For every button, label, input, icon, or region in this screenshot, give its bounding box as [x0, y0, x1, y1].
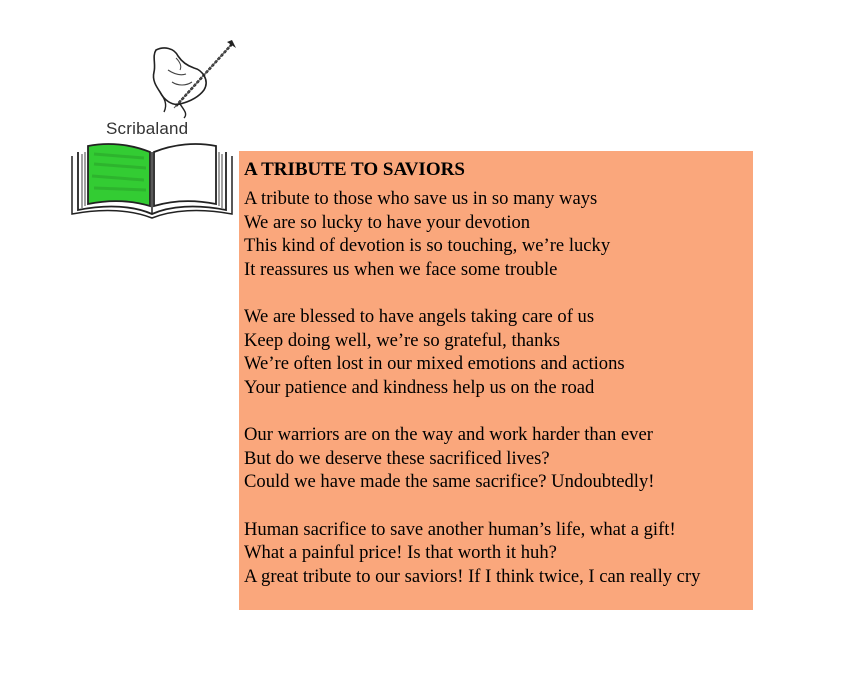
stanza	[244, 187, 753, 281]
poem-line: Keep doing well, we’re so grateful, thanks	[244, 329, 560, 351]
poem-line: This kind of devotion is so touching, we’re lucky	[244, 235, 611, 256]
poem-line: We are so lucky to have your devotion	[244, 211, 531, 233]
poem-line: What a painful price! Is that worth it huh?	[244, 542, 557, 563]
stanza	[244, 518, 753, 589]
scribaland-logo	[64, 40, 240, 220]
poem-line: We’re often lost in our mixed emotions and actions	[244, 353, 625, 374]
poem-line: But do we deserve these sacrificed lives?	[244, 447, 550, 469]
poem-title: A TRIBUTE TO SAVIORS	[244, 159, 465, 180]
poem-line: A great tribute to our saviors! If I think twice, I can really cry	[244, 565, 701, 587]
stanza	[244, 423, 753, 494]
poem-line: Our warriors are on the way and work harder than ever	[244, 424, 653, 445]
stanza	[244, 305, 753, 399]
poem-line: A tribute to those who save us in so many ways	[244, 188, 598, 209]
logo-text: Scribaland	[106, 119, 189, 138]
writing-hand-icon	[64, 40, 240, 120]
poem-line: Could we have made the same sacrifice? Undoubtedly!	[244, 471, 655, 492]
poem-line: We are blessed to have angels taking care of us	[244, 306, 595, 327]
poem-line: Your patience and kindness help us on the road	[244, 376, 595, 398]
poem-panel	[239, 151, 753, 610]
open-book-icon	[64, 140, 240, 220]
poem-line: Human sacrifice to save another human’s life, what a gift!	[244, 518, 676, 540]
poem-line: It reassures us when we face some trouble	[244, 258, 558, 280]
